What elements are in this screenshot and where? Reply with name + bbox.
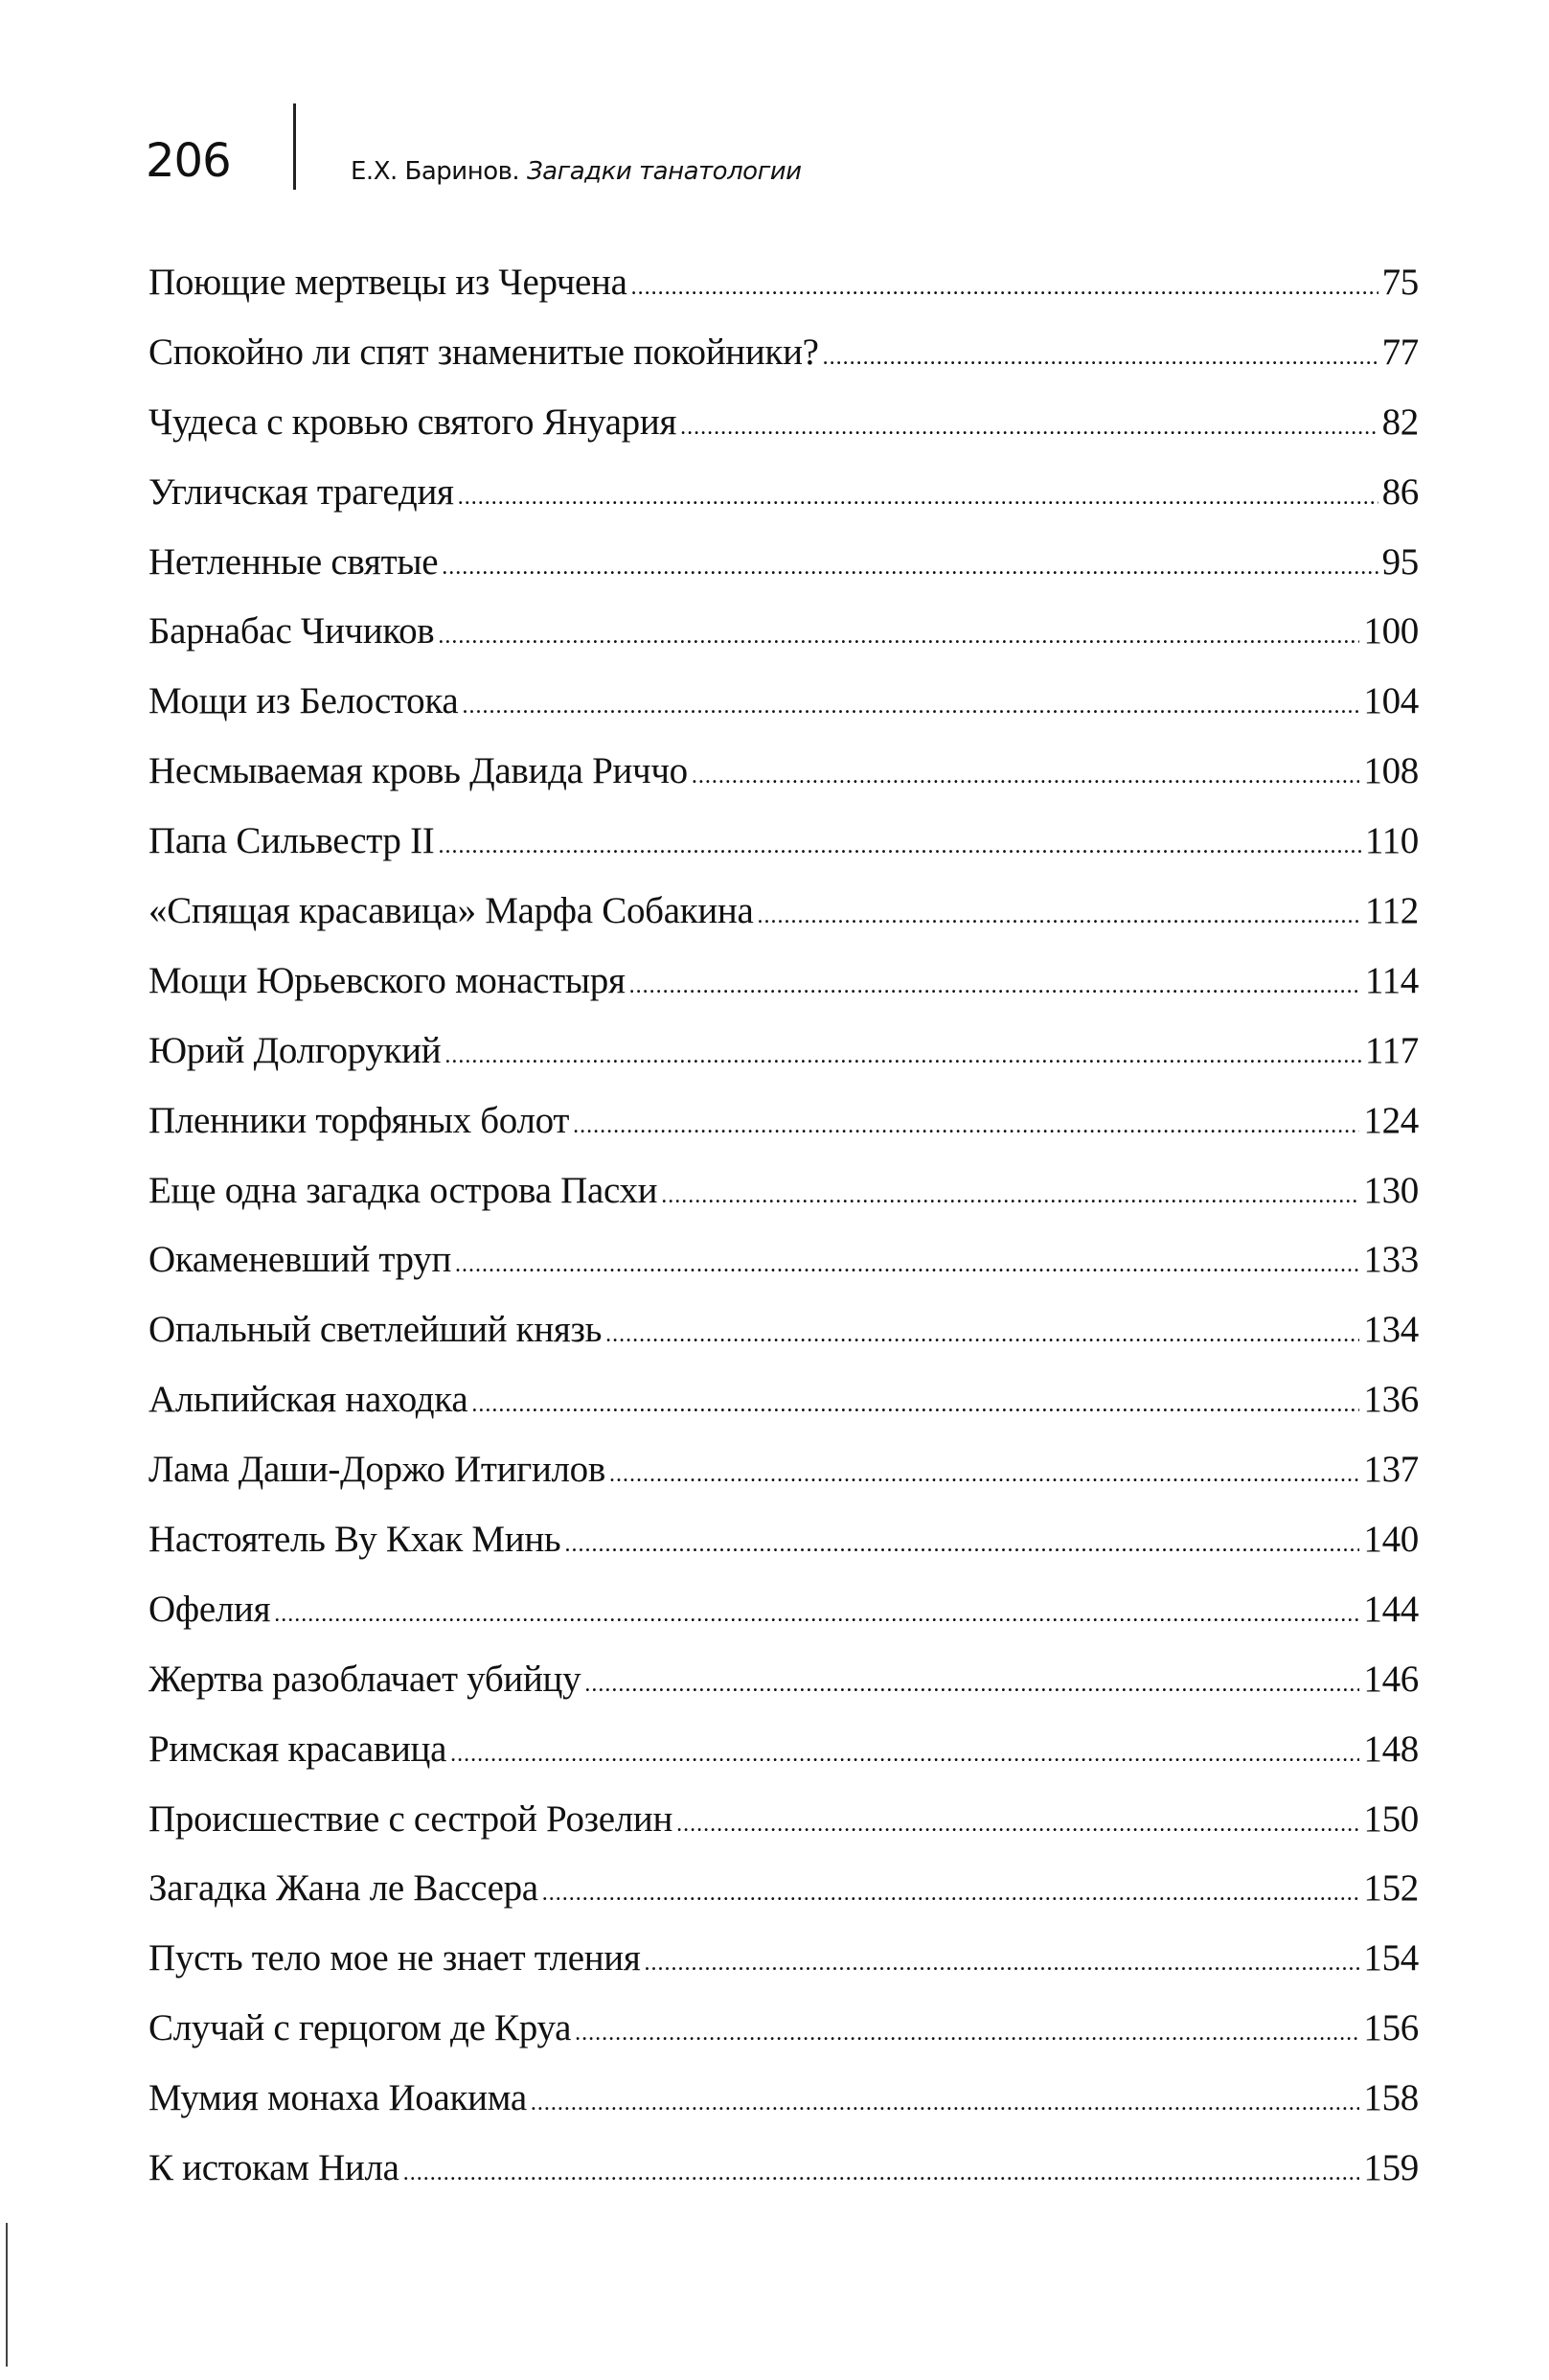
toc-entry-page: 117 xyxy=(1364,1029,1419,1071)
toc-entry xyxy=(148,2146,1419,2216)
toc-entry xyxy=(148,1728,1419,1797)
author: Е.Х. Баринов. xyxy=(351,157,520,186)
toc-entry xyxy=(148,1797,1419,1867)
toc-entry-page: 100 xyxy=(1363,610,1419,652)
dot-leader xyxy=(605,1322,1359,1348)
toc-entry-title: Настоятель Ву Кхак Минь xyxy=(148,1519,561,1561)
toc-entry xyxy=(148,959,1419,1029)
toc-entry-page: 136 xyxy=(1363,1379,1419,1421)
toc-entry xyxy=(148,331,1419,400)
dot-leader xyxy=(584,1672,1359,1698)
dot-leader xyxy=(438,624,1359,650)
toc-entry xyxy=(148,1169,1419,1239)
toc-entry-title: Спокойно ли спят знаменитые покойники? xyxy=(148,331,819,373)
dot-leader xyxy=(442,555,1378,581)
toc-entry-title: Юрий Долгорукий xyxy=(148,1029,442,1071)
dot-leader xyxy=(564,1532,1359,1558)
toc-entry-title: Пленники торфяных болот xyxy=(148,1099,570,1141)
header-divider xyxy=(293,103,296,190)
dot-leader xyxy=(629,973,1361,999)
toc-entry-title: Барнабас Чичиков xyxy=(148,610,435,652)
toc-entry xyxy=(148,470,1419,540)
dot-leader xyxy=(573,1113,1359,1139)
toc-entry-title: Пусть тело мое не знает тления xyxy=(148,1937,641,1980)
toc-entry-title: Окаменевший труп xyxy=(148,1239,452,1281)
toc-entry-page: 124 xyxy=(1363,1099,1419,1141)
scan-edge xyxy=(6,2223,8,2367)
toc-entry xyxy=(148,1658,1419,1728)
toc-entry xyxy=(148,609,1419,679)
toc-entry-title: Римская красавица xyxy=(148,1728,447,1770)
toc-entry-page: 137 xyxy=(1363,1449,1419,1491)
toc-entry xyxy=(148,1936,1419,2006)
toc-entry-title: Жертва разоблачает убийцу xyxy=(148,1658,581,1700)
toc-entry xyxy=(148,1099,1419,1169)
toc-entry-page: 104 xyxy=(1363,680,1419,722)
toc-entry xyxy=(148,1029,1419,1099)
toc-entry xyxy=(148,1378,1419,1448)
toc-entry-page: 148 xyxy=(1363,1728,1419,1770)
toc-entry-title: Альпийская находка xyxy=(148,1379,468,1421)
toc-entry-title: Несмываемая кровь Давида Риччо xyxy=(148,750,688,792)
toc-entry xyxy=(148,1866,1419,1936)
toc-entry-page: 158 xyxy=(1363,2077,1419,2119)
toc-entry-title: Чудеса с кровью святого Януария xyxy=(148,400,677,443)
dot-leader xyxy=(274,1602,1359,1628)
toc-entry xyxy=(148,1588,1419,1658)
toc-entry xyxy=(148,540,1419,610)
dot-leader xyxy=(609,1462,1359,1488)
dot-leader xyxy=(644,1951,1359,1977)
toc-entry-title: «Спящая красавица» Марфа Собакина xyxy=(148,890,754,932)
toc-entry-page: 140 xyxy=(1363,1519,1419,1561)
table-of-contents xyxy=(148,261,1419,2216)
toc-entry xyxy=(148,1448,1419,1518)
dot-leader xyxy=(680,415,1378,441)
dot-leader xyxy=(676,1812,1359,1838)
toc-entry-title: Загадка Жана ле Вассера xyxy=(148,1867,538,1910)
dot-leader xyxy=(403,2161,1360,2186)
dot-leader xyxy=(692,764,1360,790)
toc-entry xyxy=(148,2006,1419,2076)
toc-entry-page: 134 xyxy=(1363,1309,1419,1351)
dot-leader xyxy=(462,694,1359,720)
dot-leader xyxy=(458,485,1378,511)
dot-leader xyxy=(471,1392,1359,1418)
toc-entry-title: Опальный светлейший князь xyxy=(148,1309,603,1351)
toc-entry-page: 82 xyxy=(1381,400,1419,443)
toc-entry xyxy=(148,1518,1419,1588)
dot-leader xyxy=(531,2091,1360,2117)
dot-leader xyxy=(542,1881,1360,1907)
toc-entry xyxy=(148,1238,1419,1308)
toc-entry-page: 114 xyxy=(1364,959,1419,1001)
toc-entry xyxy=(148,679,1419,749)
toc-entry xyxy=(148,261,1419,331)
toc-entry xyxy=(148,400,1419,470)
toc-entry xyxy=(148,819,1419,889)
toc-entry-title: Еще одна загадка острова Пасхи xyxy=(148,1169,658,1211)
dot-leader xyxy=(823,345,1378,371)
toc-entry-page: 112 xyxy=(1364,890,1419,932)
toc-entry xyxy=(148,749,1419,819)
dot-leader xyxy=(661,1183,1359,1209)
book-title: Загадки танатологии xyxy=(526,157,802,186)
toc-entry xyxy=(148,1308,1419,1378)
toc-entry-page: 146 xyxy=(1363,1658,1419,1700)
toc-entry-title: Офелия xyxy=(148,1588,271,1630)
toc-entry-title: Лама Даши-Доржо Итигилов xyxy=(148,1449,605,1491)
toc-entry-page: 150 xyxy=(1363,1797,1419,1840)
toc-entry-title: Нетленные святые xyxy=(148,540,439,583)
toc-entry-page: 86 xyxy=(1381,470,1419,513)
toc-entry-page: 110 xyxy=(1364,820,1419,862)
dot-leader xyxy=(575,2021,1359,2047)
dot-leader xyxy=(455,1252,1359,1278)
dot-leader xyxy=(758,904,1361,929)
running-header xyxy=(351,157,802,186)
toc-entry-page: 144 xyxy=(1363,1588,1419,1630)
toc-entry-title: Мощи Юрьевского монастыря xyxy=(148,959,626,1001)
toc-entry-title: Поющие мертвецы из Черчена xyxy=(148,262,627,303)
toc-entry-title: К истокам Нила xyxy=(148,2147,399,2189)
toc-entry-title: Происшествие с сестрой Розелин xyxy=(148,1797,673,1840)
dot-leader xyxy=(438,834,1360,859)
toc-entry-title: Папа Сильвестр II xyxy=(148,820,435,862)
toc-entry-page: 152 xyxy=(1363,1867,1419,1910)
toc-entry-title: Угличская трагедия xyxy=(148,470,454,513)
toc-entry-page: 130 xyxy=(1363,1169,1419,1211)
dot-leader xyxy=(444,1043,1361,1069)
toc-entry-page: 159 xyxy=(1363,2147,1419,2189)
page-number: 206 xyxy=(146,134,231,188)
toc-entry-page: 77 xyxy=(1381,331,1419,373)
toc-entry-page: 95 xyxy=(1381,540,1419,583)
toc-entry-page: 108 xyxy=(1363,750,1419,792)
toc-entry-page: 75 xyxy=(1381,262,1419,303)
toc-entry-title: Случай с герцогом де Круа xyxy=(148,2007,572,2049)
toc-entry-title: Мощи из Белостока xyxy=(148,680,459,722)
toc-entry xyxy=(148,889,1419,959)
toc-entry xyxy=(148,2076,1419,2146)
dot-leader xyxy=(450,1742,1359,1768)
toc-entry-page: 154 xyxy=(1363,1937,1419,1980)
toc-entry-page: 133 xyxy=(1363,1239,1419,1281)
toc-entry-page: 156 xyxy=(1363,2007,1419,2049)
toc-entry-title: Мумия монаха Иоакима xyxy=(148,2077,527,2119)
dot-leader xyxy=(631,275,1378,301)
